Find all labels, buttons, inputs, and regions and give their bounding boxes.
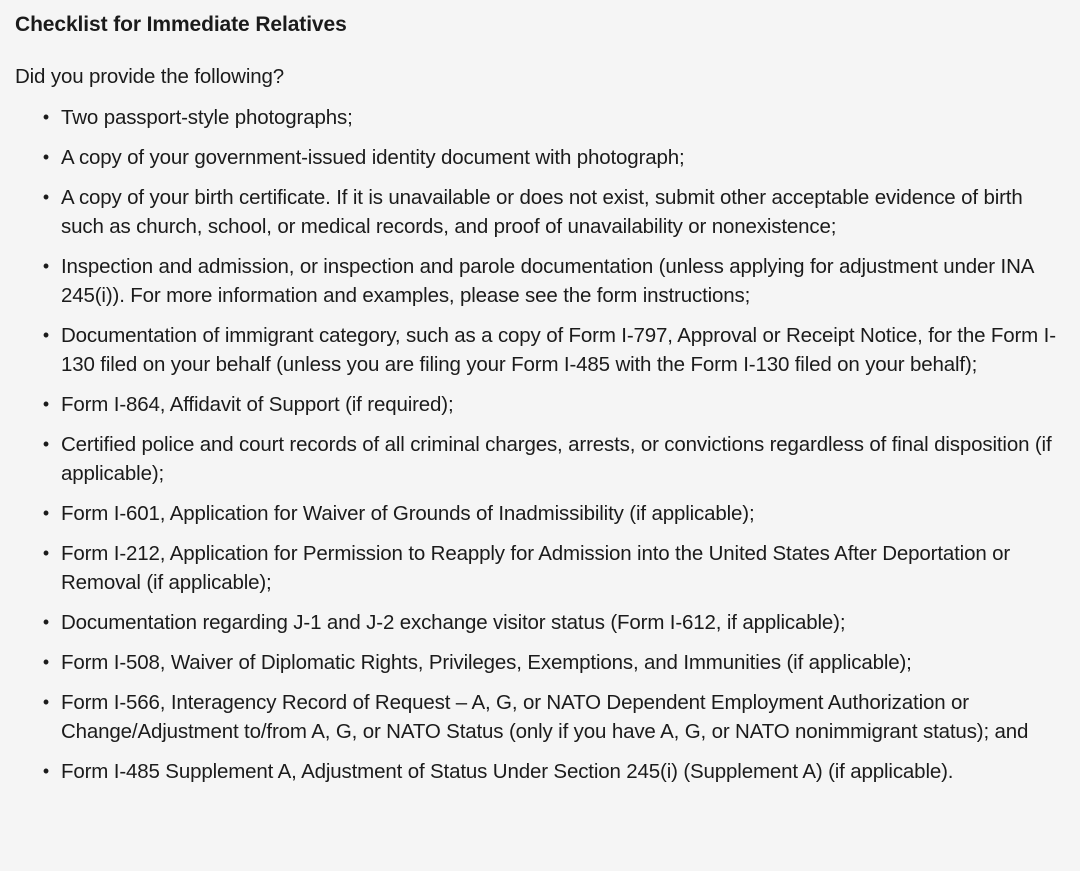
list-item-text: Form I-212, Application for Permission to Reapply for Admission into the United States After Deportation or Removal (if applicable); <box>61 542 1011 594</box>
bullet-icon: • <box>42 612 50 632</box>
list-item-text: Inspection and admission, or inspection and parole documentation (unless applying for adjustment under INA 245(i)). For more information and examples, please see the form instructions; <box>61 255 1034 307</box>
list-item-text: A copy of your birth certificate. If it is unavailable or does not exist, submit other acceptable evidence of birth such as church, school, or medical records, and proof of unavailability or nonexistence; <box>61 186 1023 238</box>
list-item <box>15 430 1066 488</box>
list-item <box>15 321 1066 379</box>
bullet-icon: • <box>42 187 50 207</box>
list-item <box>15 688 1066 746</box>
checklist-intro: Did you provide the following? <box>15 65 284 88</box>
list-item <box>15 499 1066 528</box>
list-item <box>15 539 1066 597</box>
bullet-icon: • <box>42 434 50 454</box>
bullet-icon: • <box>42 761 50 781</box>
list-item-text: Form I-566, Interagency Record of Request – A, G, or NATO Dependent Employment Authorization or Change/Adjustment to/from A, G, or NATO Status (only if you have A, G, or NATO nonimmigrant status); and <box>61 691 1029 743</box>
bullet-icon: • <box>42 394 50 414</box>
list-item-text: Certified police and court records of all criminal charges, arrests, or convictions regardless of final disposition (if applicable); <box>61 433 1052 485</box>
checklist-heading: Checklist for Immediate Relatives <box>15 13 347 36</box>
bullet-icon: • <box>42 107 50 127</box>
checklist-list <box>15 103 1066 786</box>
list-item <box>15 143 1066 172</box>
bullet-icon: • <box>42 147 50 167</box>
list-item-text: Form I-508, Waiver of Diplomatic Rights, Privileges, Exemptions, and Immunities (if applicable); <box>61 651 912 674</box>
list-item <box>15 103 1066 132</box>
list-item <box>15 608 1066 637</box>
bullet-icon: • <box>42 692 50 712</box>
bullet-icon: • <box>42 652 50 672</box>
bullet-icon: • <box>42 325 50 345</box>
list-item <box>15 648 1066 677</box>
list-item-text: A copy of your government-issued identity document with photograph; <box>61 146 685 169</box>
list-item <box>15 757 1066 786</box>
list-item <box>15 390 1066 419</box>
list-item <box>15 252 1066 310</box>
list-item <box>15 183 1066 241</box>
bullet-icon: • <box>42 543 50 563</box>
list-item-text: Form I-864, Affidavit of Support (if required); <box>61 393 454 416</box>
list-item-text: Form I-601, Application for Waiver of Grounds of Inadmissibility (if applicable); <box>61 502 755 525</box>
list-item-text: Documentation of immigrant category, such as a copy of Form I-797, Approval or Receipt Notice, for the Form I-130 filed on your behalf (unless you are filing your Form I-485 with the Form I-130 filed on your behalf); <box>61 324 1056 376</box>
list-item-text: Two passport-style photographs; <box>61 106 353 129</box>
bullet-icon: • <box>42 256 50 276</box>
list-item-text: Form I-485 Supplement A, Adjustment of Status Under Section 245(i) (Supplement A) (if applicable). <box>61 760 954 783</box>
list-item-text: Documentation regarding J-1 and J-2 exchange visitor status (Form I-612, if applicable); <box>61 611 846 634</box>
bullet-icon: • <box>42 503 50 523</box>
